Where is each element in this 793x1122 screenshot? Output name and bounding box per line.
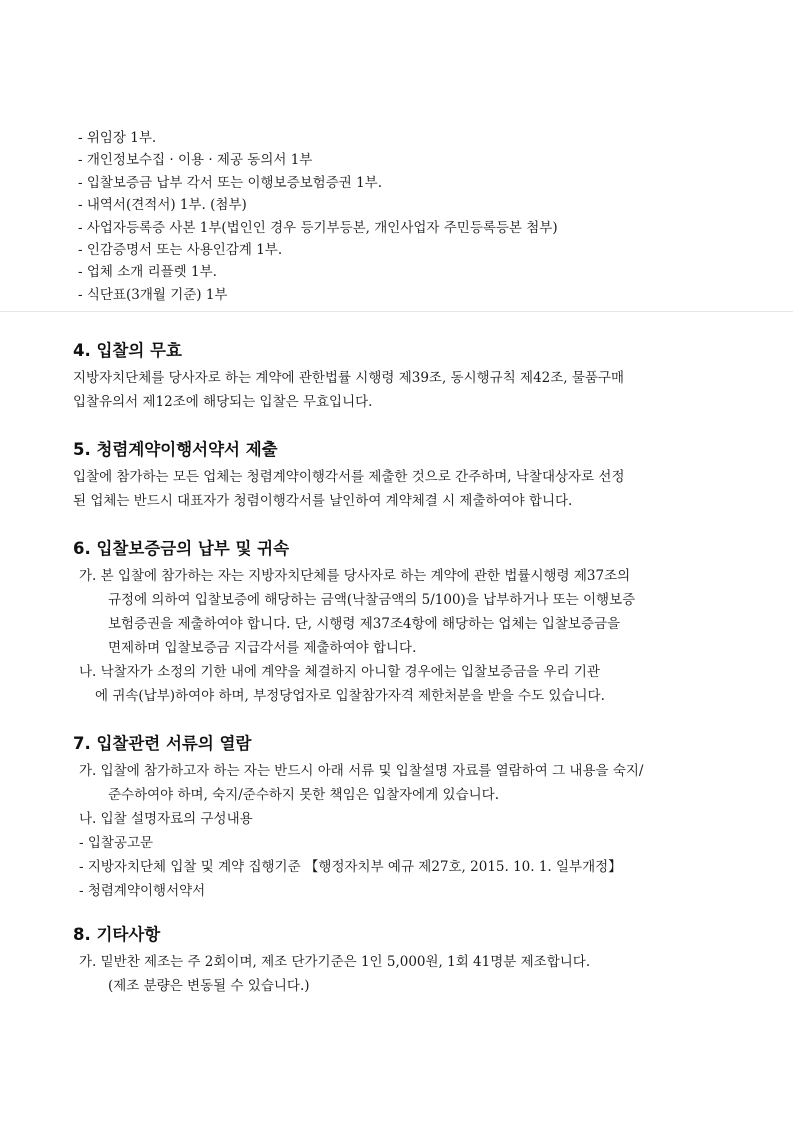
- paragraph-line: 지방자치단체를 당사자로 하는 계약에 관한법률 시행령 제39조, 동시행규칙 제42조, 물품구매: [73, 370, 625, 386]
- page-divider: [0, 311, 793, 312]
- paragraph-line: 입찰에 참가하는 모든 업체는 청렴계약이행각서를 제출한 것으로 간주하며, 낙찰대상자로 선정: [73, 469, 625, 485]
- paragraph-line: 가. 밑반찬 제조는 주 2회이며, 제조 단가기준은 1인 5,000원, 1회 41명분 제조합니다.: [79, 954, 591, 970]
- section-heading: 8. 기타사항: [73, 925, 161, 944]
- paragraph-line: 보험증권을 제출하여야 합니다. 단, 시행령 제37조4항에 해당하는 업체는 입찰보증금을: [108, 616, 621, 632]
- paragraph-line: 가. 입찰에 참가하고자 하는 자는 반드시 아래 서류 및 입찰설명 자료를 열람하여 그 내용을 숙지/: [79, 763, 644, 779]
- list-item: - 사업자등록증 사본 1부(법인인 경우 등기부등본, 개인사업자 주민등록등본 첨부): [78, 219, 558, 236]
- paragraph-line: 면제하며 입찰보증금 지급각서를 제출하여야 합니다.: [108, 640, 417, 656]
- list-item: - 식단표(3개월 기준) 1부: [78, 286, 228, 303]
- section-heading: 6. 입찰보증금의 납부 및 귀속: [73, 539, 290, 558]
- list-item: - 업체 소개 리플렛 1부.: [78, 264, 217, 281]
- section-other-matters: [73, 924, 753, 998]
- paragraph-line: 입찰유의서 제12조에 해당되는 입찰은 무효입니다.: [73, 394, 373, 410]
- list-item: - 개인정보수집 · 이용 · 제공 동의서 1부: [78, 152, 313, 169]
- paragraph-line: 에 귀속(납부)하여야 하며, 부정당업자로 입찰참가자격 제한처분을 받을 수도 있습니다.: [95, 688, 605, 704]
- list-item: - 위임장 1부.: [78, 130, 157, 146]
- paragraph-line: 규정에 의하여 입찰보증에 해당하는 금액(낙찰금액의 5/100)을 납부하거나 또는 이행보증: [108, 592, 636, 608]
- attachment-list: [78, 127, 758, 306]
- paragraph-line: 된 업체는 반드시 대표자가 청렴이행각서를 날인하여 계약체결 시 제출하여야 합니다.: [73, 493, 573, 509]
- paragraph-line: 나. 낙찰자가 소정의 기한 내에 계약을 체결하지 아니할 경우에는 입찰보증금을 우리 기관: [79, 664, 600, 680]
- list-item: - 지방자치단체 입찰 및 계약 집행기준 【행정자치부 예규 제27호, 2015. 10. 1. 일부개정】: [79, 859, 622, 875]
- section-document-review: [73, 733, 753, 903]
- section-heading: 4. 입찰의 무효: [73, 341, 182, 360]
- list-item: - 청렴계약이행서약서: [79, 883, 206, 899]
- list-item: - 입찰보증금 납부 각서 또는 이행보증보험증권 1부.: [78, 174, 383, 191]
- section-bid-deposit: [73, 538, 753, 708]
- list-item: - 인감증명서 또는 사용인감계 1부.: [78, 242, 283, 259]
- paragraph-line: 준수하여야 하며, 숙지/준수하지 못한 책임은 입찰자에게 있습니다.: [108, 787, 499, 803]
- paragraph-line: 나. 입찰 설명자료의 구성내용: [79, 811, 253, 827]
- paragraph-line: (제조 분량은 변동될 수 있습니다.): [108, 978, 310, 994]
- section-invalid-bid: [73, 340, 753, 414]
- paragraph-line: 가. 본 입찰에 참가하는 자는 지방자치단체를 당사자로 하는 계약에 관한 법률시행령 제37조의: [79, 568, 631, 584]
- section-integrity-pledge: [73, 439, 753, 513]
- list-item: - 입찰공고문: [79, 835, 154, 851]
- section-heading: 7. 입찰관련 서류의 열람: [73, 734, 252, 753]
- section-heading: 5. 청렴계약이행서약서 제출: [73, 440, 278, 459]
- list-item: - 내역서(견적서) 1부. (첨부): [78, 197, 247, 214]
